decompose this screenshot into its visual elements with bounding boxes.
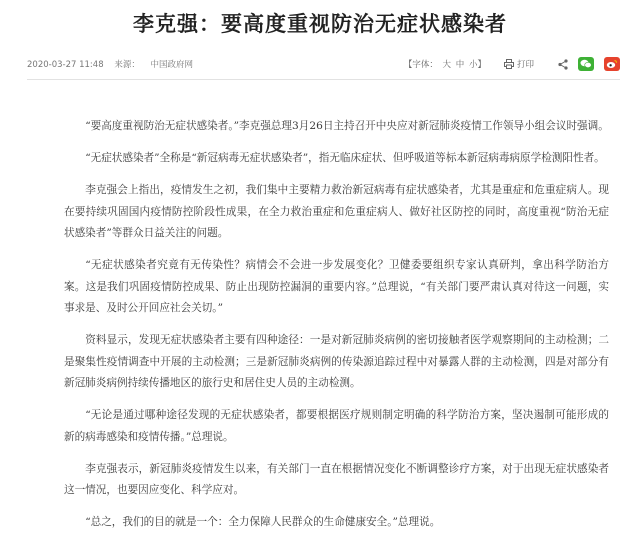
article-meta bbox=[27, 58, 201, 70]
share-icon[interactable] bbox=[558, 59, 568, 70]
paragraph: “无论是通过哪种途径发现的无症状感染者，都要根据医疗规则制定明确的科学防治方案，坚决遏制可能形成的新的病毒感染和疫情传播。”总理说。 bbox=[64, 409, 609, 443]
wechat-icon bbox=[580, 59, 592, 69]
font-size-label: 【字体： bbox=[403, 60, 438, 70]
weibo-share-button[interactable] bbox=[604, 57, 620, 71]
paragraph: 李克强会上指出，疫情发生之初，我们集中主要精力救治新冠病毒有症状感染者，尤其是重症和危重症病人。现在要持续巩固国内疫情防控阶段性成果，在全力救治重症和危重症病人、做好社区防控的同时，高度重视“防治无症状感染者”等群众日益关注的问题。 bbox=[64, 184, 609, 239]
paragraph: “要高度重视防治无症状感染者。”李克强总理3月26日主持召开中央应对新冠肺炎疫情工作领导小组会议时强调。 bbox=[85, 120, 609, 132]
paragraph: 李克强表示，新冠肺炎疫情发生以来，有关部门一直在根据情况变化不断调整诊疗方案，对于出现无症状感染者这一情况，也要因应变化、科学应对。 bbox=[64, 462, 609, 496]
publish-date: 2020-03-27 11:48 bbox=[27, 60, 104, 70]
wechat-share-button[interactable] bbox=[578, 57, 594, 71]
source-name: 中国政府网 bbox=[150, 60, 194, 70]
paragraph: 资料显示，发现无症状感染者主要有四种途径：一是对新冠肺炎病例的密切接触者医学观察期间的主动检测；二是聚集性疫情调查中开展的主动检测；三是新冠肺炎病例的传染源追踪过程中对暴露人群的主动检测，四是对部分有新冠肺炎病例持续传播地区的旅行史和居住史人员的主动检测。 bbox=[64, 334, 609, 389]
header-divider bbox=[27, 79, 620, 80]
weibo-icon bbox=[606, 59, 618, 69]
print-button[interactable] bbox=[504, 58, 534, 70]
font-medium-link[interactable]: 中 bbox=[455, 60, 465, 70]
article-tools bbox=[402, 57, 620, 71]
article-body bbox=[64, 116, 609, 544]
printer-icon bbox=[504, 59, 514, 69]
article-meta-bar bbox=[27, 52, 620, 76]
font-small-link[interactable]: 小】 bbox=[468, 60, 486, 70]
font-large-link[interactable]: 大 bbox=[442, 60, 452, 70]
paragraph: “无症状感染者”全称是“新冠病毒无症状感染者”，指无临床症状、但呼吸道等标本新冠病毒病原学检测阳性者。 bbox=[85, 152, 605, 164]
print-label: 打印 bbox=[516, 60, 534, 70]
font-size-tools bbox=[402, 58, 486, 70]
paragraph: “总之，我们的目的就是一个：全力保障人民群众的生命健康安全。”总理说。 bbox=[85, 516, 441, 528]
article-title: 李克强：要高度重视防治无症状感染者 bbox=[133, 12, 507, 36]
paragraph: “无症状感染者究竟有无传染性？病情会不会进一步发展变化？卫健委要组织专家认真研判，拿出科学防治方案。这是我们巩固疫情防控成果、防止出现防控漏洞的重要内容。”总理说，“有关部门要严肃认真对待这一问题，实事求是、及时公开回应社会关切。” bbox=[64, 259, 609, 314]
source-label: 来源： bbox=[114, 60, 140, 70]
